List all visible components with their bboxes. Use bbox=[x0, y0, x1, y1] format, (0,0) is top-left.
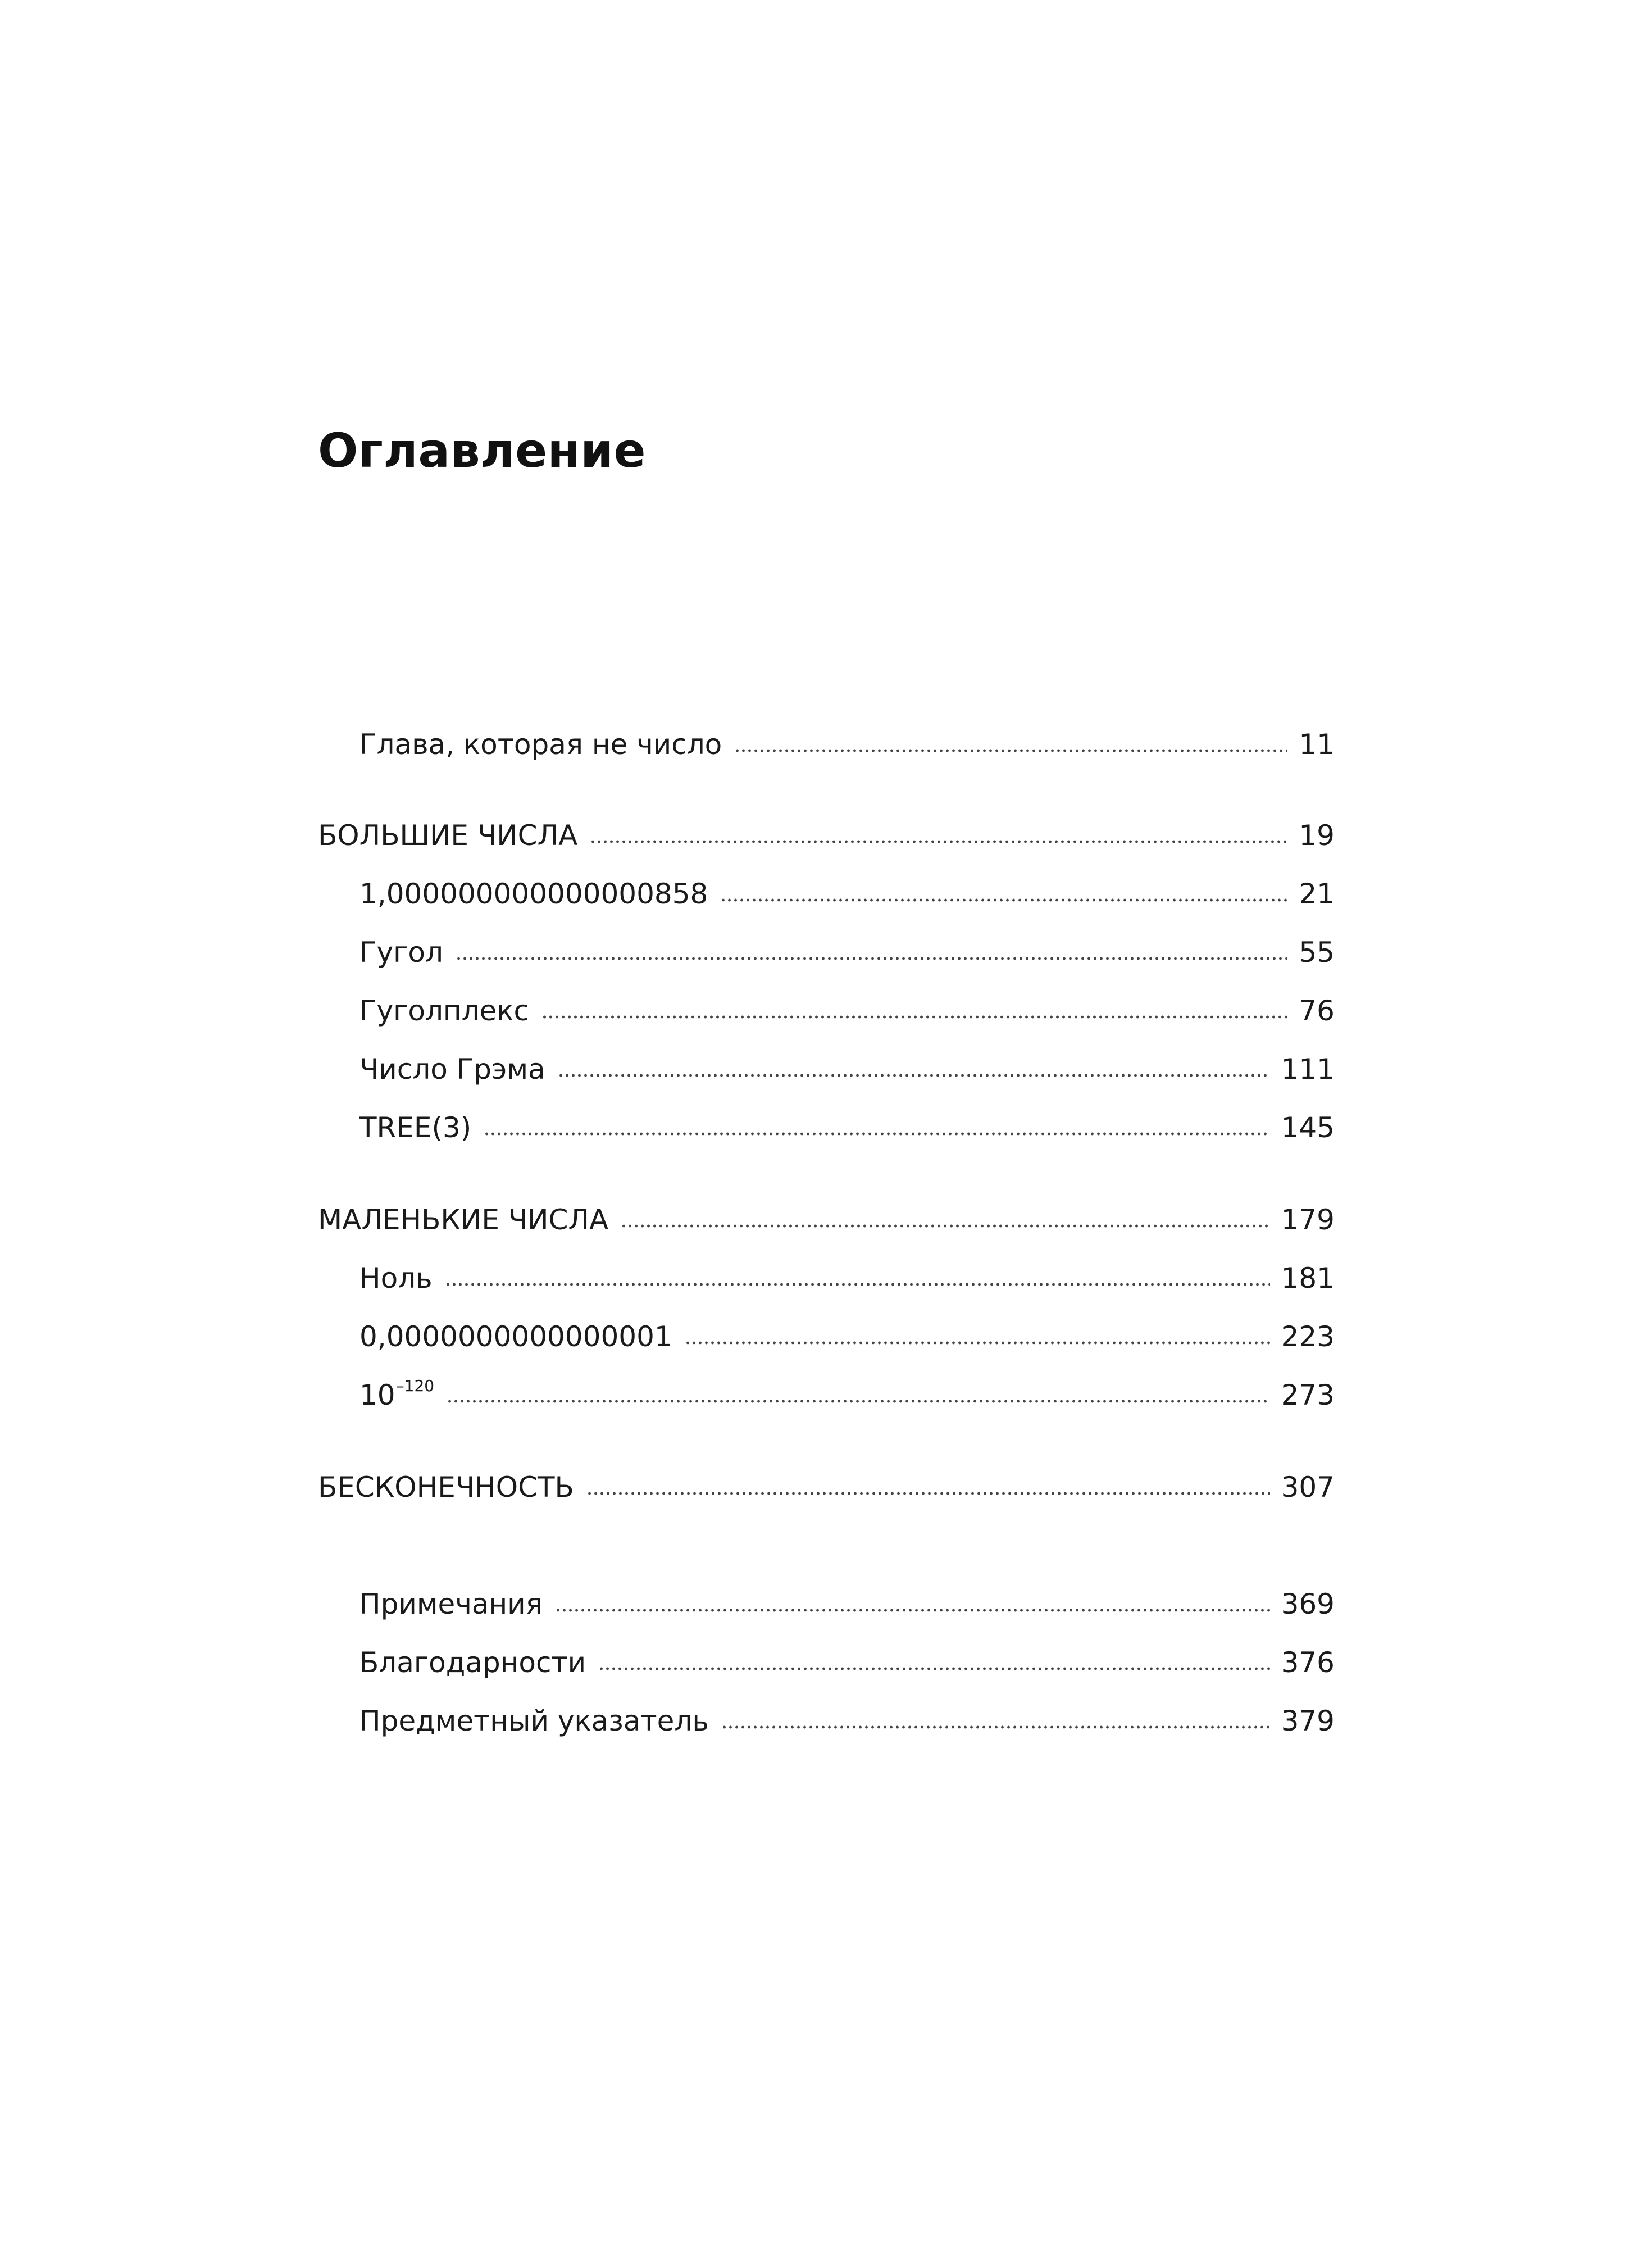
toc-entry-page: 223 bbox=[1281, 1320, 1335, 1353]
dot-leader bbox=[484, 1130, 1269, 1137]
toc-entry-page: 76 bbox=[1299, 994, 1335, 1027]
dot-leader bbox=[685, 1339, 1270, 1346]
toc-part-small-numbers[interactable] bbox=[318, 1189, 1335, 1234]
toc-entry-grahams-number[interactable] bbox=[318, 1038, 1335, 1086]
toc-entry-googolplex[interactable] bbox=[318, 980, 1335, 1025]
toc-part-title: БОЛЬШИЕ ЧИСЛА bbox=[318, 819, 578, 852]
toc-part-big-numbers[interactable] bbox=[318, 805, 1335, 850]
toc-entry-0-0001[interactable] bbox=[318, 1306, 1335, 1351]
toc-part-title: МАЛЕНЬКИЕ ЧИСЛА bbox=[318, 1204, 609, 1236]
dot-leader bbox=[598, 1665, 1269, 1672]
toc-entry-tree3[interactable] bbox=[318, 1097, 1335, 1142]
toc-entry-title: 1,000000000000000858 bbox=[359, 878, 708, 910]
dot-leader bbox=[590, 838, 1287, 845]
dot-leader bbox=[720, 897, 1287, 903]
toc-entry-index[interactable] bbox=[318, 1690, 1335, 1735]
toc-entry-exponent: –120 bbox=[396, 1377, 435, 1395]
toc-part-infinity[interactable] bbox=[318, 1456, 1335, 1504]
toc-entry-page: 181 bbox=[1281, 1262, 1335, 1295]
toc-entry-page: 379 bbox=[1281, 1705, 1335, 1737]
toc-entry-acknowledgements[interactable] bbox=[318, 1632, 1335, 1677]
toc-entry-10-minus-120[interactable] bbox=[318, 1364, 1335, 1409]
toc-entry-base: 10 bbox=[359, 1379, 395, 1411]
toc-entry-title: Число Грэма bbox=[359, 1053, 545, 1086]
toc-entry-page: 376 bbox=[1281, 1646, 1335, 1679]
toc-entry-title: Ноль bbox=[359, 1262, 433, 1295]
page-title: Оглавление bbox=[318, 423, 647, 478]
toc-entry-notes[interactable] bbox=[318, 1573, 1335, 1618]
toc-entry-intro[interactable] bbox=[318, 714, 1335, 759]
toc-entry-page: 11 bbox=[1299, 728, 1335, 761]
toc-entry-googol[interactable] bbox=[318, 921, 1335, 969]
dot-leader bbox=[445, 1281, 1270, 1288]
toc-entry-page: 369 bbox=[1281, 1588, 1335, 1620]
toc-entry-page: 55 bbox=[1299, 936, 1335, 969]
toc-entry-title: Гуголплекс bbox=[359, 994, 530, 1027]
toc-entry-title: Гугол bbox=[359, 936, 443, 969]
toc-part-title: БЕСКОНЕЧНОСТЬ bbox=[318, 1471, 574, 1504]
toc-entry-title: Глава, которая не число bbox=[359, 728, 722, 761]
toc-part-page: 179 bbox=[1281, 1204, 1335, 1236]
toc-entry-title: Благодарности bbox=[359, 1646, 586, 1679]
dot-leader bbox=[456, 955, 1287, 962]
toc-part-page: 19 bbox=[1299, 819, 1335, 852]
dot-leader bbox=[541, 1014, 1287, 1020]
dot-leader bbox=[734, 747, 1287, 754]
dot-leader bbox=[447, 1398, 1269, 1405]
toc-part-page: 307 bbox=[1281, 1471, 1335, 1504]
toc-entry-page: 273 bbox=[1281, 1379, 1335, 1411]
toc-entry-title: Предметный указатель bbox=[359, 1705, 709, 1737]
dot-leader bbox=[558, 1072, 1270, 1079]
toc-entry-page: 145 bbox=[1281, 1111, 1335, 1144]
toc-entry-title: 0,0000000000000001 bbox=[359, 1320, 672, 1353]
dot-leader bbox=[721, 1724, 1270, 1731]
dot-leader bbox=[621, 1223, 1269, 1229]
toc-entry-title bbox=[318, 1378, 434, 1409]
toc-entry-page: 111 bbox=[1281, 1053, 1335, 1086]
dot-leader bbox=[555, 1607, 1270, 1614]
toc-entry-title: Примечания bbox=[359, 1588, 543, 1620]
toc-entry-title: TREE(3) bbox=[359, 1111, 472, 1144]
dot-leader bbox=[586, 1490, 1270, 1497]
toc-entry-1-000858[interactable] bbox=[318, 863, 1335, 908]
toc-entry-zero[interactable] bbox=[318, 1247, 1335, 1295]
toc-entry-page: 21 bbox=[1299, 878, 1335, 910]
